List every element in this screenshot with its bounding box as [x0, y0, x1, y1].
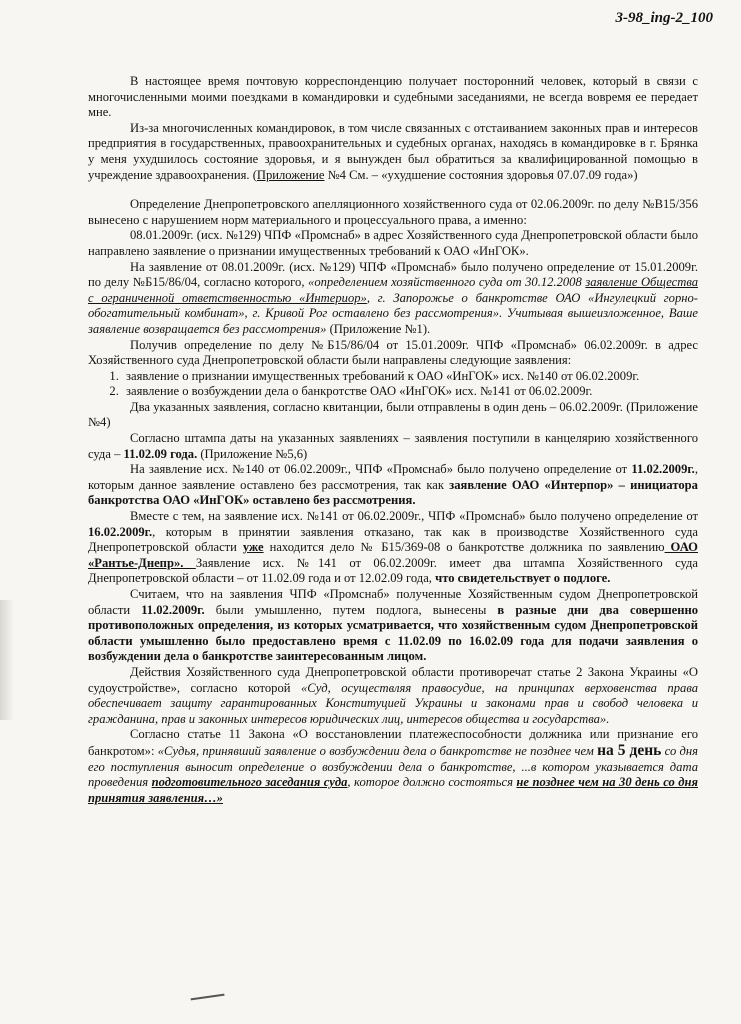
- paragraph-12: Действия Хозяйственного суда Днепропетровской области противоречат статье 2 Закона Украины «О судоустройстве», согласно которой «Суд, осуществляя правосудие, на принципах верховенства права обеспечивает защиту гарантированных Конституцией Украины и законами прав и свобод человека и гражданина, прав и законных интересов юридических лиц, интересов общества и государства».: [88, 664, 699, 726]
- paragraph-7: Два указанных заявления, согласно квитанции, были отправлены в один день – 06.02.2009г. (Приложение №4): [88, 399, 698, 430]
- paragraph-4: 08.01.2009г. (исх. №129) ЧПФ «Промснаб» в адрес Хозяйственного суда Днепропетровской области было направлено заявление о признании имущественных требований к ОАО «ИнГОК».: [88, 228, 698, 258]
- paragraph-11: Считаем, что на заявления ЧПФ «Промснаб» полученные Хозяйственным судом Днепропетровской области 11.02.2009г. были умышленно, путем подлога, вынесены в разные дни два совершенно противоположных определения, из которых усматривается, что хозяйственным судом Днепропетровской области умышленно было предоставлено время с 11.02.09 по 16.02.09 года для подачи заявления о возбуждении дела о банкротстве заинтересованным лицом.: [88, 587, 698, 664]
- paragraph-6: Получив определение по делу №Б15/86/04 от 15.01.2009г. ЧПФ «Промснаб» 06.02.2009г. в адрес Хозяйственного суда Днепропетровской области были направлены следующие заявления:: [88, 337, 698, 368]
- paragraph-5: На заявление от 08.01.2009г. (исх. №129) ЧПФ «Промснаб» было получено определение от 15.01.2009г. по делу №Б15/86/04, согласно которого, «определением хозяйственного суда от 30.12.2008 заявление Общества с ограниченной ответственностью «Интериор», г. Запорожье о банкротстве ОАО «Ингулецкий горно-обогатительный комбинат», г. Кривой Рог оставлено без рассмотрения». Учитывая вышеизложенное, Ваше заявление возвращается без рассмотрения» (Приложение №1).: [88, 259, 698, 336]
- list-item: 1. заявление о признании имущественных требований к ОАО «ИнГОК» исх. №140 от 06.02.2009г.: [122, 369, 698, 385]
- paragraph-9: На заявление исх. №140 от 06.02.2009г., ЧПФ «Промснаб» было получено определение от 11.02.2009г., которым данное заявление оставлено без рассмотрения, так как заявление ОАО «Интерпор» – инициатора банкротства ОАО «ИнГОК» оставлено без рассмотрения.: [88, 462, 698, 508]
- paragraph-10: Вместе с тем, на заявление исх. №141 от 06.02.2009г., ЧПФ «Промснаб» было получено определение от 16.02.2009г., которым в принятии заявления отказано, так как в производстве Хозяйственного суда Днепропетровской области уже находится дело № Б15/369-08 о банкротстве должника по заявлению ОАО «Рантье-Днепр». Заявление исх. №141 от 06.02.2009г. имеет два штампа Хозяйственного суда Днепропетровской области – от 11.02.09 года и от 12.02.09 года, что свидетельствует о подлоге.: [88, 509, 698, 586]
- paragraph-3: Определение Днепропетровского апелляционного хозяйственного суда от 02.06.2009г. по делу №В15/356 вынесено с нарушением норм материального и процессуального права, а именно:: [88, 197, 698, 227]
- document-id: 3-98_ing-2_100: [615, 10, 713, 26]
- paragraph-13: Согласно статье 11 Закона «О восстановлении платежеспособности должника или признание его банкротом»: «Судья, принявший заявление о возбуждении дела о банкротстве не позднее чем на 5 день со дня его поступления выносит определение о возбуждении дела о банкротстве, ...в котором указывается дата проведения подготовительного заседания суда, которое должно состояться не позднее чем на 30 день со дня принятия заявления…»: [88, 727, 699, 805]
- pen-mark: [189, 986, 224, 1001]
- applications-list: [88, 369, 698, 400]
- paragraph-2: Из-за многочисленных командировок, в том числе связанных с отстаиванием законных прав и интересов предприятия в государственных, правоохранительных и судебных органах, находясь в командировке в г. Брянка у меня ухудшилось состояние здоровья, и я вынужден был обратиться за квалифицированной помощью в учреждение здравоохранения. (Приложение №4 См. – «ухудшение состояния здоровья 07.07.09 года»): [88, 120, 698, 182]
- paragraph-8: Согласно штампа даты на указанных заявлениях – заявления поступили в канцелярию хозяйственного суда – 11.02.09 года. (Приложение №5,6): [88, 431, 698, 461]
- list-item: 2. заявление о возбуждении дела о банкротстве ОАО «ИнГОК» исх. №141 от 06.02.2009г.: [122, 384, 698, 400]
- appendix-link: Приложение: [256, 167, 325, 182]
- document-body: [88, 74, 698, 806]
- scan-shadow: [0, 600, 14, 720]
- paragraph-1: В настоящее время почтовую корреспонденцию получает посторонний человек, который в связи с многочисленными моими поездками в командировки и судебными заседаниями, не всегда вовремя ее передает мне.: [88, 74, 698, 120]
